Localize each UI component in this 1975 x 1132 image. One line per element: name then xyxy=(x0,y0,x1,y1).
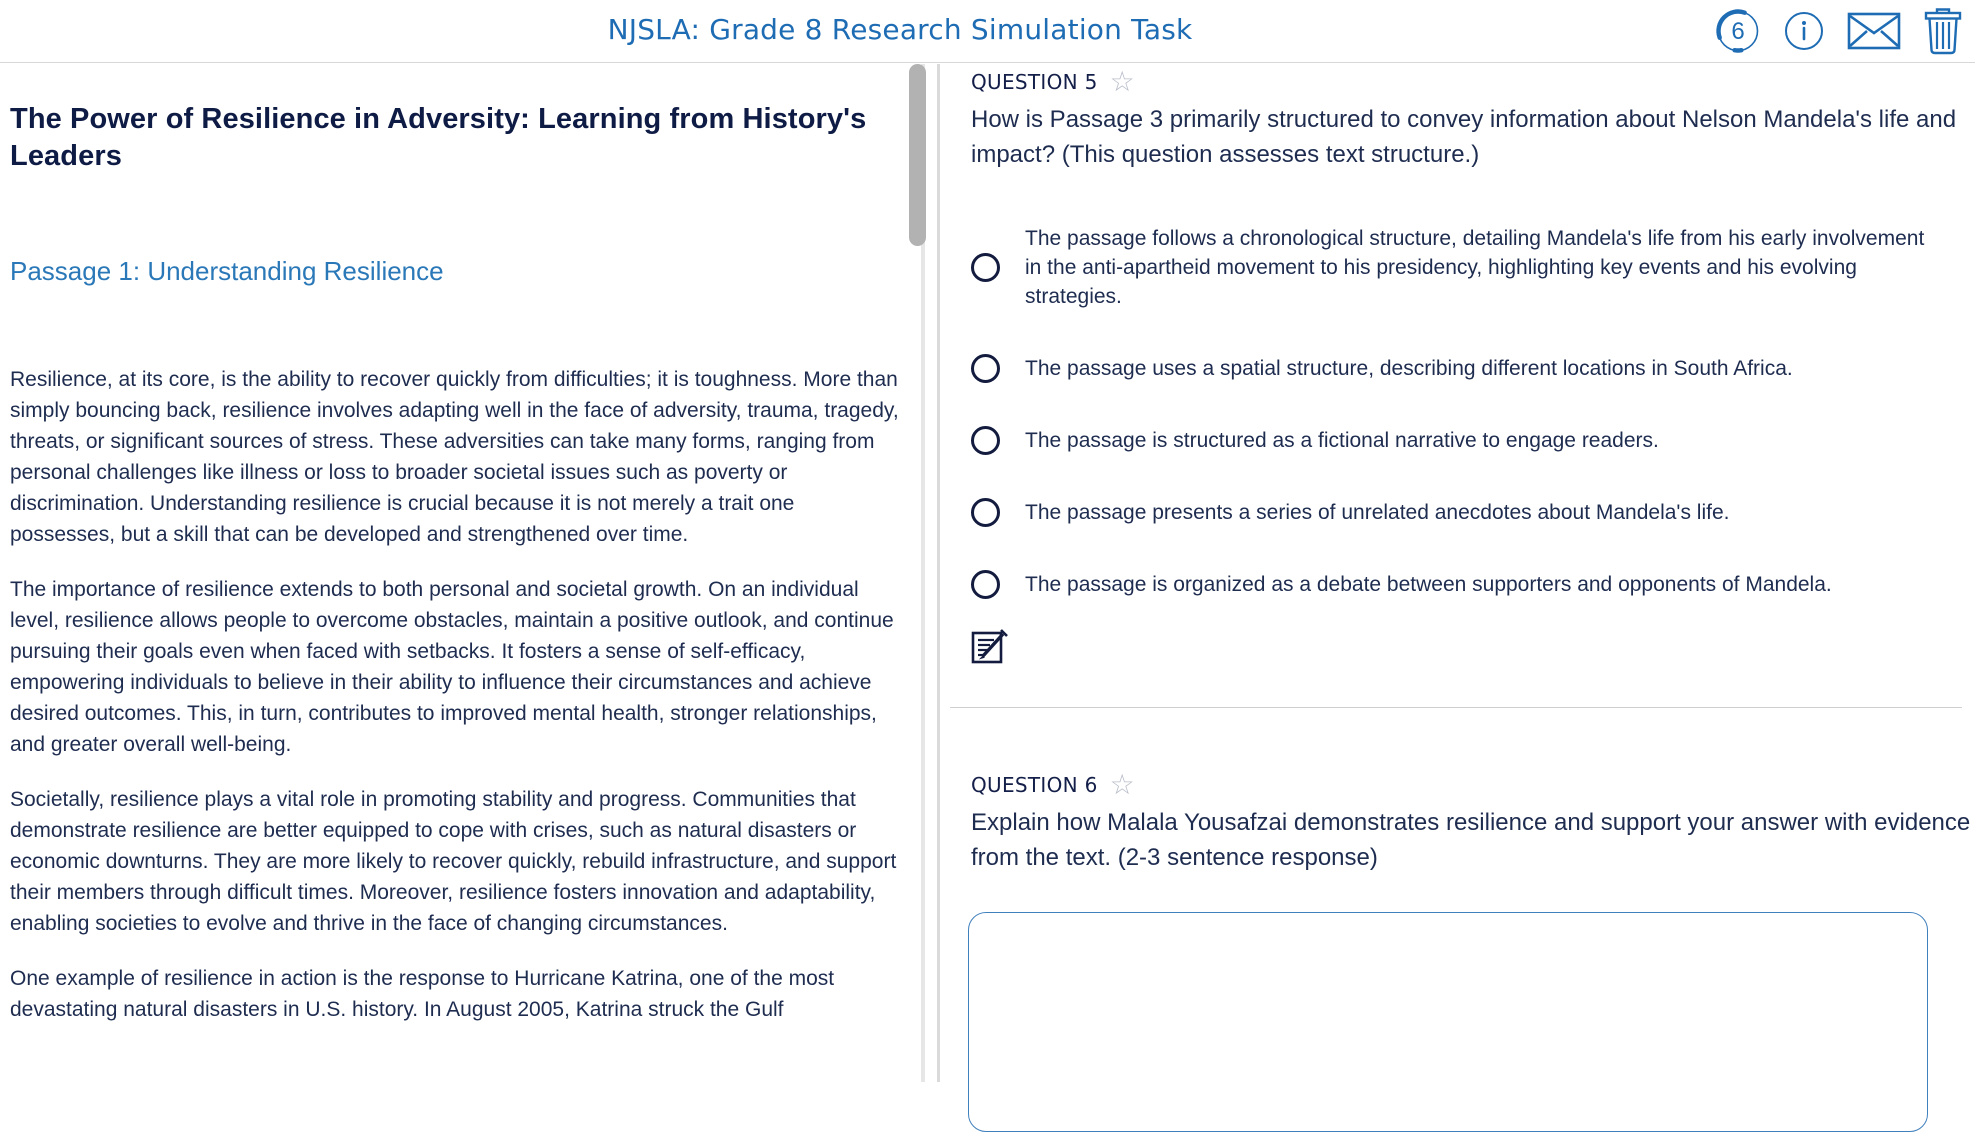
passage-subtitle: Passage 1: Understanding Resilience xyxy=(10,256,444,286)
answer-option[interactable] xyxy=(971,224,1975,311)
questions-panel xyxy=(940,63,1975,1082)
option-text: The passage is organized as a debate between supporters and opponents of Mandela. xyxy=(1025,573,1832,596)
passage-body xyxy=(10,364,905,1025)
radio-button[interactable] xyxy=(971,426,1000,455)
option-text: The passage presents a series of unrelated anecdotes about Mandela's life. xyxy=(1025,501,1730,524)
radio-button[interactable] xyxy=(971,253,1000,282)
question-6-label: QUESTION 6 xyxy=(971,773,1098,797)
envelope-icon[interactable] xyxy=(1847,10,1901,52)
passage-paragraph: Resilience, at its core, is the ability to recover quickly from difficulties; it is toughness. More than simply bouncing back, resilience involves adapting well in the face of adversity, trauma, tragedy, threats, or significant sources of stress. These adversities can take many forms, ranging from personal challenges like illness or loss to broader societal issues such as poverty or discrimination. Understanding resilience is crucial because it is not merely a trait one possesses, but a skill that can be developed and strengthened over time. xyxy=(10,368,899,546)
question-5-label: QUESTION 5 xyxy=(971,70,1098,94)
question-5-prompt: How is Passage 3 primarily structured to convey information about Nelson Mandela's life and impact? (This question assesses text structure.) xyxy=(971,106,1957,168)
question-5-block xyxy=(971,66,1975,708)
passage-paragraph: One example of resilience in action is the response to Hurricane Katrina, one of the most devastating natural disasters in U.S. history. In August 2005, Katrina struck the Gulf xyxy=(10,967,835,1021)
header-toolbar xyxy=(1715,6,1963,56)
bookmark-star-icon[interactable]: ☆ xyxy=(1109,66,1135,97)
question-5-options xyxy=(971,224,1975,599)
answer-option[interactable] xyxy=(971,498,1975,527)
svg-text:6: 6 xyxy=(1731,18,1745,45)
passage-title: The Power of Resilience in Adversity: Learning from History's Leaders xyxy=(10,103,867,172)
page-title: NJSLA: Grade 8 Research Simulation Task xyxy=(607,13,1193,46)
option-text: The passage follows a chronological structure, detailing Mandela's life from his early involvement in the anti-apartheid movement to his presidency, highlighting key events and his evolving strategies. xyxy=(1025,227,1925,308)
radio-button[interactable] xyxy=(971,498,1000,527)
question-6-block xyxy=(971,769,1975,1132)
info-icon[interactable] xyxy=(1783,10,1825,52)
radio-button[interactable] xyxy=(971,354,1000,383)
answer-option[interactable] xyxy=(971,426,1975,455)
trash-icon[interactable] xyxy=(1923,7,1963,55)
header-bar xyxy=(0,0,1975,63)
question-divider xyxy=(950,707,1962,708)
question-count-badge-icon[interactable] xyxy=(1715,8,1761,54)
option-text: The passage is structured as a fictional narrative to engage readers. xyxy=(1025,429,1659,452)
question-6-prompt: Explain how Malala Yousafzai demonstrates resilience and support your answer with evidence from the text. (2-3 sentence response) xyxy=(971,809,1971,871)
answer-textarea[interactable] xyxy=(968,912,1928,1132)
notepad-pencil-icon[interactable] xyxy=(971,626,1011,666)
radio-button[interactable] xyxy=(971,570,1000,599)
passage-paragraph: Societally, resilience plays a vital role in promoting stability and progress. Communities that demonstrate resilience are better equipped to cope with crises, such as natural disasters or economic downturns. They are more likely to recover quickly, rebuild infrastructure, and support their members through difficult times. Moreover, resilience fosters innovation and adaptability, enabling societies to evolve and thrive in the face of changing circumstances. xyxy=(10,788,897,935)
passage-paragraph: The importance of resilience extends to both personal and societal growth. On an individual level, resilience allows people to overcome obstacles, maintain a positive outlook, and continue pursuing their goals even when faced with setbacks. It fosters a sense of self-efficacy, empowering individuals to believe in their ability to influence their circumstances and achieve desired outcomes. This, in turn, contributes to improved mental health, stronger relationships, and greater overall well-being. xyxy=(10,578,894,756)
answer-option[interactable] xyxy=(971,354,1975,383)
passage-scrollbar-thumb[interactable] xyxy=(909,64,926,246)
option-text: The passage uses a spatial structure, describing different locations in South Africa. xyxy=(1025,357,1793,380)
bookmark-star-icon[interactable]: ☆ xyxy=(1109,769,1135,800)
answer-option[interactable] xyxy=(971,570,1975,599)
passage-panel xyxy=(0,63,905,1082)
